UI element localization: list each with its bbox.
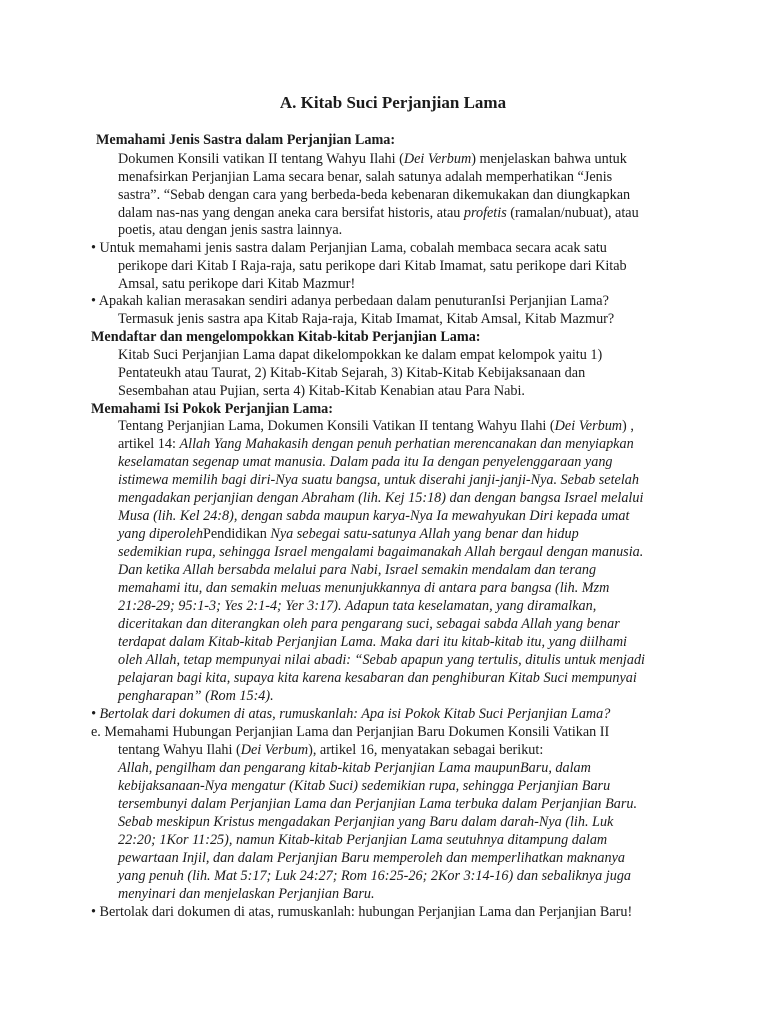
quote-line: diceritakan dan diterangkan oleh para pengarang suci, sebagai sabda Allah yang benar	[118, 616, 620, 632]
italic-text-run: Dei Verbum	[554, 418, 623, 434]
quote-line	[118, 525, 579, 543]
quote-line: Sebab meskipun Kristus mengadakan Perjanjian yang Baru dalam darah-Nya (lih. Luk	[118, 814, 614, 830]
quote-line: oleh Allah, tetap mempunyai nilai abadi: “Sebab apapun yang tertulis, ditulis untuk menjadi	[118, 652, 645, 668]
italic-text-run: Dei Verbum	[240, 742, 309, 758]
italic-text-run: yang diperoleh	[118, 526, 203, 542]
text-run: dalam nas-nas yang dengan aneka cara bersifat historis, atau	[118, 205, 464, 221]
bullet-item: • Apakah kalian merasakan sendiri adanya perbedaan dalam penuturanIsi Perjanjian Lama?	[91, 293, 609, 309]
bullet-item: • Untuk memahami jenis sastra dalam Perjanjian Lama, cobalah membaca secara acak satu	[91, 240, 607, 256]
quote-line: memahami itu, dan semakin meluas menunjukkannya di antara para bangsa (lih. Mzm	[118, 580, 610, 596]
paragraph-line: poetis, atau dengan jenis sastra lainnya.	[118, 222, 343, 238]
text-run: ) menjelaskan bahwa untuk	[471, 151, 627, 167]
bullet-item: • Bertolak dari dokumen di atas, rumuskanlah: hubungan Perjanjian Lama dan Perjanjian Baru!	[91, 904, 633, 920]
bullet-item-continued: perikope dari Kitab I Raja-raja, satu perikope dari Kitab Imamat, satu perikope dari Kitab	[118, 258, 627, 274]
text-run: Pendidikan	[202, 526, 271, 542]
quote-line: yang penuh (lih. Mat 5:17; Luk 24:27; Rom 16:25-26; 2Kor 3:14-16) dan sebaliknya juga	[118, 868, 632, 884]
page-title: A. Kitab Suci Perjanjian Lama	[279, 93, 507, 112]
quote-line: pewartaan Injil, dan dalam Perjanjian Baru memperoleh dan memperlihatkan maknanya	[118, 850, 626, 866]
section-heading-hubungan: e. Memahami Hubungan Perjanjian Lama dan Perjanjian Baru Dokumen Konsili Vatikan II	[91, 724, 610, 740]
text-run: Tentang Perjanjian Lama, Dokumen Konsili Vatikan II tentang Wahyu Ilahi (	[118, 418, 555, 434]
quote-line: 22:20; 1Kor 11:25), namun Kitab-kitab Perjanjian Lama seutuhnya ditampung dalam	[118, 832, 608, 848]
italic-text-run: Allah Yang Mahakasih dengan penuh perhatian merencanakan dan menyiapkan	[179, 436, 634, 452]
text-run: Dokumen Konsili vatikan II tentang Wahyu Ilahi (	[118, 151, 404, 167]
text-run: ) ,	[622, 418, 634, 434]
text-run: tentang Wahyu Ilahi (	[118, 742, 241, 758]
bullet-item: • Bertolak dari dokumen di atas, rumuskanlah: Apa isi Pokok Kitab Suci Perjanjian Lama?	[91, 706, 611, 722]
quote-line: tersembunyi dalam Perjanjian Lama dan Perjanjian Lama terbuka dalam Perjanjian Baru.	[118, 796, 637, 812]
paragraph-line: sastra”. “Sebab dengan cara yang berbeda-beda kebenaran dikemukakan dan diungkapkan	[118, 187, 631, 203]
text-run: ), artikel 16, menyatakan sebagai berikut:	[308, 742, 544, 758]
section-heading-jenis-sastra: Memahami Jenis Sastra dalam Perjanjian Lama:	[96, 132, 396, 148]
quote-line: terdapat dalam Kitab-kitab Perjanjian Lama. Maka dari itu kitab-kitab itu, yang diilhami	[118, 634, 628, 650]
bullet-item-continued: Termasuk jenis sastra apa Kitab Raja-raja, Kitab Imamat, Kitab Amsal, Kitab Mazmur?	[118, 311, 615, 327]
quote-line: keselamatan segenap umat manusia. Dalam pada itu Ia dengan penyelenggaraan yang	[118, 454, 613, 470]
italic-text-run: Dei Verbum	[403, 151, 472, 167]
italic-text-run: profetis	[463, 205, 507, 221]
quote-line: menyinari dan menjelaskan Perjanjian Baru.	[118, 886, 375, 902]
paragraph-line: Kitab Suci Perjanjian Lama dapat dikelompokkan ke dalam empat kelompok yaitu 1)	[118, 347, 603, 363]
paragraph-line	[118, 417, 634, 435]
paragraph-line: Sesembahan atau Pujian, serta 4) Kitab-Kitab Kenabian atau Para Nabi.	[118, 383, 525, 399]
italic-text-run: Nya sebegai satu-satunya Allah yang benar dan hidup	[270, 526, 579, 542]
paragraph-line: Pentateukh atau Taurat, 2) Kitab-Kitab Sejarah, 3) Kitab-Kitab Kebijaksanaan dan	[118, 365, 586, 381]
quote-line: pengharapan” (Rom 15:4).	[118, 688, 274, 704]
quote-line: istimewa memilih bagi diri-Nya suatu bangsa, untuk diserahi janji-janji-Nya. Sebab setelah	[118, 472, 639, 488]
paragraph-line	[118, 741, 543, 759]
quote-line: Allah, pengilham dan pengarang kitab-kitab Perjanjian Lama maupunBaru, dalam	[118, 760, 591, 776]
quote-line: mengadakan perjanjian dengan Abraham (lih. Kej 15:18) dan dengan bangsa Israel melalui	[118, 490, 644, 506]
quote-line: Dan ketika Allah bersabda melalui para Nabi, Israel semakin mendalam dan terang	[118, 562, 597, 578]
paragraph-line	[118, 150, 627, 168]
paragraph-line: menafsirkan Perjanjian Lama secara benar, salah satunya adalah memperhatikan “Jenis	[118, 169, 613, 185]
section-heading-isi-pokok: Memahami Isi Pokok Perjanjian Lama:	[91, 401, 333, 417]
quote-line: kebijaksanaan-Nya mengatur (Kitab Suci) sedemikian rupa, sehingga Perjanjian Baru	[118, 778, 611, 794]
quote-line: 21:28-29; 95:1-3; Yes 2:1-4; Yer 3:17). Adapun tata keselamatan, yang diramalkan,	[118, 598, 597, 614]
quote-line: pelajaran bagi kita, supaya kita karena kesabaran dan penghiburan Kitab Suci mempunyai	[118, 670, 637, 686]
paragraph-line	[118, 204, 639, 222]
quote-line: Musa (lih. Kel 24:8), dengan sabda maupun karya-Nya Ia mewahyukan Diri kepada umat	[118, 508, 630, 524]
bullet-item-continued: Amsal, satu perikope dari Kitab Mazmur!	[118, 276, 356, 292]
quote-line: sedemikian rupa, sehingga Israel mengalami bagaimanakah Allah bergaul dengan manusia.	[118, 544, 644, 560]
text-run: artikel 14:	[118, 436, 180, 452]
paragraph-line	[118, 435, 634, 453]
text-run: (ramalan/nubuat), atau	[506, 205, 639, 221]
section-heading-daftar-kitab: Mendaftar dan mengelompokkan Kitab-kitab Perjanjian Lama:	[91, 329, 481, 345]
